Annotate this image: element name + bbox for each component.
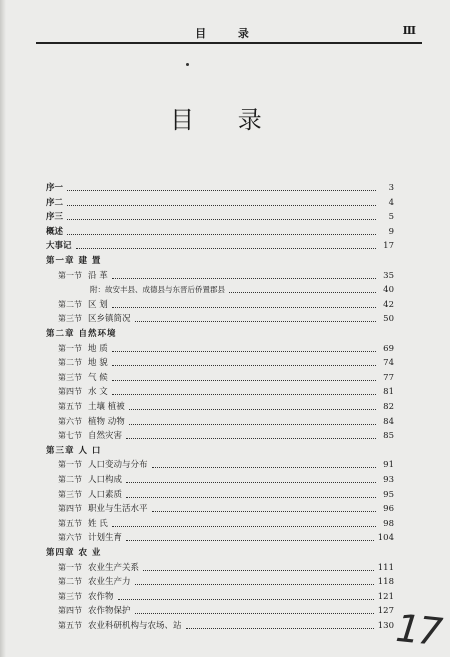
toc-dot-leader <box>186 627 374 629</box>
toc-page-number: 42 <box>383 299 394 310</box>
toc-page-number: 9 <box>388 226 394 237</box>
toc-dot-leader <box>143 569 374 571</box>
toc-row <box>46 312 394 324</box>
toc-entry-label: 植物 动物 <box>88 416 125 427</box>
toc-dot-leader <box>135 320 376 322</box>
toc-entry-label: 自然灾害 <box>88 431 123 442</box>
toc-section-number: 第四节 <box>58 504 82 514</box>
toc-row <box>46 619 394 631</box>
toc-dot-leader <box>229 291 376 293</box>
toc-row <box>46 298 394 310</box>
toc-entry-label: 气 候 <box>88 372 108 383</box>
toc-dot-leader <box>152 466 376 468</box>
toc-dot-leader <box>112 277 376 279</box>
toc-entry-label: 地 貌 <box>88 358 108 369</box>
toc-row <box>46 269 394 281</box>
toc-section-number: 第三节 <box>58 489 82 499</box>
page-title: 目 录 <box>170 106 280 134</box>
toc-entry-label: 农业科研机构与农场、站 <box>88 621 182 631</box>
page-spine-shadow <box>0 0 6 657</box>
toc-row <box>46 283 394 295</box>
toc-row <box>46 531 394 543</box>
toc-page-number: 127 <box>377 606 394 617</box>
toc-entry-label: 第三章 人 口 <box>46 445 102 456</box>
toc-entry-label: 农作物保护 <box>88 606 131 617</box>
toc-row <box>46 181 394 193</box>
toc-page-number: 118 <box>377 577 394 588</box>
toc-dot-leader <box>76 247 376 249</box>
toc-dot-leader <box>135 583 374 585</box>
toc-section-number: 第一节 <box>58 343 82 353</box>
toc-section-number: 第三节 <box>58 591 82 601</box>
toc-entry-label: 第二章 自然环境 <box>46 329 117 339</box>
toc-row <box>46 444 394 456</box>
toc-entry-label: 区乡镇简况 <box>88 314 131 325</box>
toc-entry-label: 概述 <box>46 226 64 237</box>
toc-page-number: 81 <box>383 387 394 398</box>
toc-row <box>46 327 394 339</box>
toc-page-number: 130 <box>377 621 394 631</box>
toc-page-number: 121 <box>377 591 394 602</box>
toc-row <box>46 473 394 485</box>
toc-entry-label: 农业生产力 <box>88 577 131 588</box>
toc-dot-leader <box>67 218 376 220</box>
toc-entry-label: 地 质 <box>88 343 108 354</box>
toc-dot-leader <box>112 525 376 527</box>
toc-page-number: 4 <box>388 197 394 208</box>
toc-entry-label: 第四章 农 业 <box>46 548 102 558</box>
toc-page-number: 85 <box>383 431 394 442</box>
toc-dot-leader <box>112 393 376 395</box>
toc-entry-label: 序二 <box>46 197 64 208</box>
toc-dot-leader <box>112 306 376 308</box>
toc-section-number: 第五节 <box>58 621 82 630</box>
toc-page-number: 35 <box>383 270 394 281</box>
toc-row <box>46 385 394 397</box>
toc-dot-leader <box>67 189 376 191</box>
toc-entry-label: 人口变动与分布 <box>88 460 148 471</box>
toc-page-number: 111 <box>377 562 394 573</box>
toc-section-number: 第五节 <box>58 402 82 411</box>
toc-section-number: 第二节 <box>58 475 82 484</box>
toc-entry-label: 大事记 <box>46 241 72 252</box>
toc-dot-leader <box>118 598 374 600</box>
toc-entry-label: 序一 <box>46 183 64 193</box>
toc-section-number: 第六节 <box>58 533 82 543</box>
toc-entry-label: 第一章 建 置 <box>46 256 102 266</box>
running-header-page-number: Ⅲ <box>402 24 416 37</box>
toc-row <box>46 254 394 266</box>
toc-page-number: 93 <box>383 475 394 485</box>
toc-dot-leader <box>112 350 376 352</box>
toc-row <box>46 342 394 354</box>
toc-section-number: 第二节 <box>58 577 82 587</box>
toc-section-number: 第四节 <box>58 387 82 397</box>
toc-row <box>46 604 394 616</box>
toc-page-number: 69 <box>383 343 394 354</box>
toc-entry-label: 区 划 <box>88 299 108 310</box>
toc-row <box>46 502 394 514</box>
toc-page-number: 95 <box>383 489 394 500</box>
toc-row <box>46 356 394 368</box>
toc-dot-leader <box>67 204 376 206</box>
toc-row <box>46 400 394 412</box>
toc-dot-leader <box>112 379 376 381</box>
toc-row <box>46 196 394 208</box>
toc-section-number: 第二节 <box>58 299 82 309</box>
toc-section-number: 第二节 <box>58 358 82 368</box>
toc-entry-label: 沿 革 <box>88 270 108 281</box>
toc-page-number: 40 <box>383 285 394 296</box>
toc-row <box>46 561 394 573</box>
toc-row <box>46 225 394 237</box>
toc-page-number: 74 <box>383 358 394 369</box>
toc-section-number: 第五节 <box>58 518 82 528</box>
toc-entry-label: 附：故安丰县、成德县与东晋后侨置郡县 <box>90 285 225 295</box>
toc-dot-leader <box>135 612 374 614</box>
toc-dot-leader <box>129 408 376 410</box>
toc-page-number: 50 <box>383 314 394 325</box>
toc-row <box>46 210 394 222</box>
toc-page-number: 91 <box>383 460 394 471</box>
toc-page-number: 77 <box>383 372 394 383</box>
toc-row <box>46 517 394 529</box>
toc-entry-label: 土壤 植被 <box>88 402 125 412</box>
toc-section-number: 第四节 <box>58 606 82 616</box>
toc-dot-leader <box>126 481 376 483</box>
toc-entry-label: 农业生产关系 <box>88 562 140 573</box>
toc-entry-label: 人口构成 <box>88 475 123 485</box>
printed-dot-mark <box>186 63 189 66</box>
toc-entry-label: 姓 氏 <box>88 518 108 529</box>
toc-page-number: 98 <box>383 518 394 529</box>
toc-dot-leader <box>126 437 376 439</box>
toc-row <box>46 575 394 587</box>
toc-dot-leader <box>126 496 376 498</box>
toc-page-number: 84 <box>383 416 394 427</box>
toc-row <box>46 488 394 500</box>
toc-section-number: 第六节 <box>58 416 82 426</box>
toc-entry-label: 职业与生活水平 <box>88 504 148 515</box>
toc-section-number: 第七节 <box>58 431 82 441</box>
toc-row <box>46 371 394 383</box>
toc-section-number: 第一节 <box>58 270 82 280</box>
toc-page-number: 5 <box>388 212 394 223</box>
toc-section-number: 第一节 <box>58 460 82 470</box>
toc-row <box>46 415 394 427</box>
running-header <box>36 20 422 44</box>
toc-dot-leader <box>152 510 376 512</box>
toc-row <box>46 590 394 602</box>
toc-page-number: 96 <box>383 504 394 515</box>
toc-page-number: 82 <box>383 402 394 412</box>
toc-dot-leader <box>129 423 376 425</box>
toc-dot-leader <box>67 233 376 235</box>
toc-page-number: 3 <box>388 183 394 193</box>
toc-section-number: 第三节 <box>58 314 82 324</box>
toc-entry-label: 农作物 <box>88 591 114 602</box>
toc-row <box>46 239 394 251</box>
toc-row <box>46 458 394 470</box>
toc-entry-label: 水 文 <box>88 387 108 398</box>
toc-row <box>46 429 394 441</box>
toc-entry-label: 计划生育 <box>88 533 123 544</box>
toc-dot-leader <box>112 364 376 366</box>
toc-dot-leader <box>126 539 374 541</box>
toc-entry-label: 人口素质 <box>88 489 123 500</box>
toc-page-number: 17 <box>383 241 394 252</box>
toc-page-number: 104 <box>377 533 394 544</box>
toc-section-number: 第一节 <box>58 562 82 572</box>
toc-row <box>46 546 394 558</box>
handwritten-page-number: 17 <box>393 605 443 655</box>
toc-section-number: 第三节 <box>58 372 82 382</box>
toc-entry-label: 序三 <box>46 212 64 223</box>
running-header-title: 目 录 <box>195 27 263 40</box>
